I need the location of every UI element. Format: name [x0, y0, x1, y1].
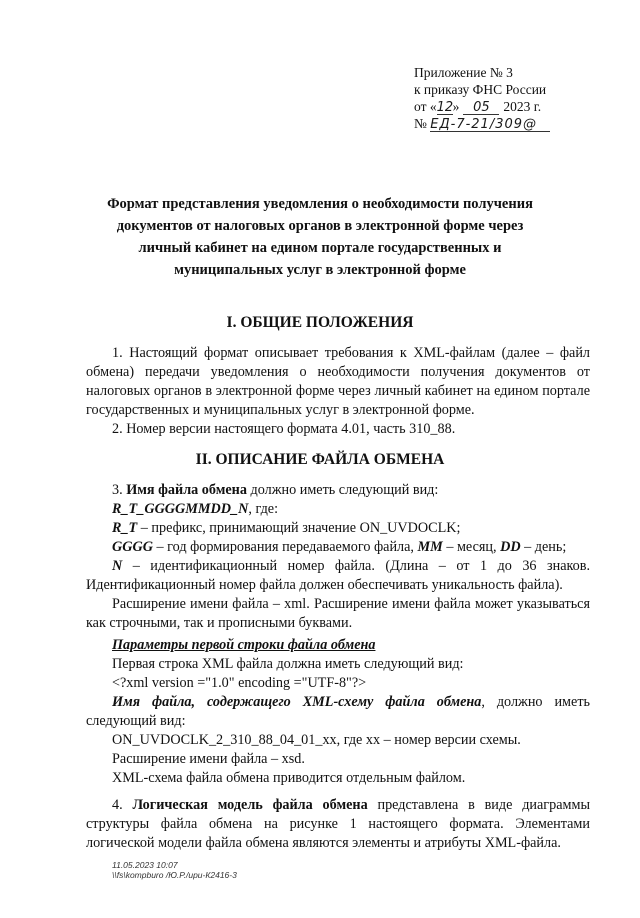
date-definition: GGGG – год формирования передаваемого файла, MM – месяц, DD – день;: [112, 539, 567, 555]
annex-line-1: Приложение № 3: [414, 65, 513, 80]
schema-filename-text: Имя файла, содержащего XML-схему файла обмена, должно иметь следующий вид:: [86, 694, 590, 729]
paragraph-4: 4. Логическая модель файла обмена представлена в виде диаграммы структуры файла обмена на рисунке 1 настоящего формата. Элементами логической модели файла обмена являются элементы и атрибуты XML-файла.: [86, 797, 591, 851]
annex-number: № ЕД-7-21/309@: [414, 115, 550, 132]
footer-path: \\fs\kompburo /Ю.Р./ири-К2416-3: [112, 870, 237, 880]
schema-extension: Расширение имени файла – xsd.: [112, 751, 305, 767]
xml-declaration: <?xml version ="1.0" encoding ="UTF-8"?>: [112, 675, 367, 691]
rt-definition: R_T – префикс, принимающий значение ON_UVDOCLK;: [112, 520, 461, 536]
schema-separate-file: XML-схема файла обмена приводится отдельным файлом.: [112, 770, 466, 786]
section-1-body: [86, 344, 590, 439]
first-line-text: Первая строка XML файла должна иметь следующий вид:: [112, 656, 464, 672]
handwritten-month: 05: [463, 101, 499, 115]
paragraph-1: 1. Настоящий формат описывает требования к XML-файлам (далее – файл обмена) передачи уведомления о необходимости получения документов от налоговых органов в электронной форме через личный кабинет на едином портале государственных и муниципальных услуг в электронной форме.: [86, 345, 590, 418]
annex-line-2: к приказу ФНС России: [414, 82, 547, 97]
footer-timestamp: 11.05.2023 10:07: [112, 860, 178, 870]
annex-date: от «12» 05 2023 г.: [414, 99, 542, 115]
section-1-heading: I. ОБЩИЕ ПОЛОЖЕНИЯ: [226, 314, 414, 331]
paragraph-3: 3. Имя файла обмена должно иметь следующий вид:: [112, 482, 439, 498]
section-2-heading: II. ОПИСАНИЕ ФАЙЛА ОБМЕНА: [195, 451, 445, 468]
n-definition: N – идентификационный номер файла. (Длина – от 1 до 36 знаков. Идентификационный номер файла должен обеспечивать уникальность файла).: [86, 558, 590, 593]
extension-text: Расширение имени файла – xml. Расширение имени файла может указываться как строчными, так и прописными буквами.: [86, 596, 590, 631]
schema-filename: ON_UVDOCLK_2_310_88_04_01_xx, где хх – номер версии схемы.: [112, 732, 521, 748]
handwritten-day: 12: [436, 100, 454, 115]
document-title: Формат представления уведомления о необходимости получения документов от налоговых органов в электронной форме через личный кабинет на едином портале государственных и муниципальных услуг в электронной форме: [107, 196, 533, 278]
handwritten-order-number: ЕД-7-21/309@: [430, 118, 550, 132]
first-line-params-heading: Параметры первой строки файла обмена: [112, 637, 376, 653]
filename-pattern-line: R_T_GGGGMMDD_N, где:: [112, 501, 279, 517]
paragraph-2: 2. Номер версии настоящего формата 4.01, часть 310_88.: [112, 421, 456, 437]
annex-block: [414, 64, 550, 132]
section-2-body: [86, 481, 590, 853]
print-footer: [112, 860, 237, 880]
